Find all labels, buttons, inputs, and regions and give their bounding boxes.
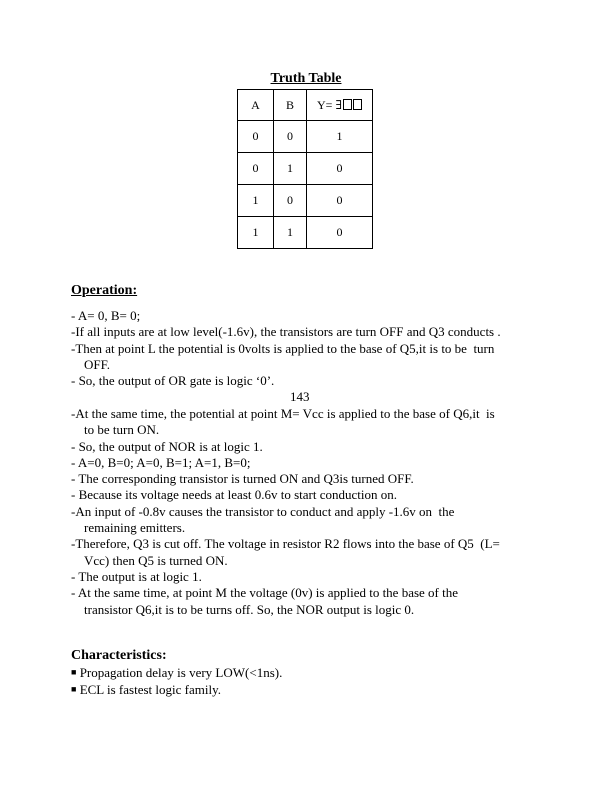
text-line: Vcc) then Q5 is turned ON.	[84, 552, 228, 568]
table-cell: 0	[274, 185, 307, 217]
missing-glyph-box-icon	[343, 99, 352, 110]
operation-heading: Operation:	[71, 283, 138, 298]
table-cell: 1	[238, 217, 274, 249]
text-line: - At the same time, at point M the voltage (0v) is applied to the base of the	[71, 585, 459, 601]
table-cell: 1	[238, 185, 274, 217]
text-line: - So, the output of NOR is at logic 1.	[71, 438, 263, 454]
bullet-square-icon: ■	[71, 667, 77, 677]
text-line: remaining emitters.	[84, 520, 186, 536]
text-line: -If all inputs are at low level(-1.6v), the transistors are turn OFF and Q3 conducts .	[71, 324, 501, 340]
text-line: -An input of -0.8v causes the transistor to conduct and apply -1.6v on the	[71, 503, 455, 519]
table-row	[238, 153, 373, 185]
list-item	[71, 664, 541, 681]
header-b: B	[274, 90, 307, 121]
table-row	[238, 121, 373, 153]
table-cell: 0	[238, 121, 274, 153]
table-cell: 0	[274, 121, 307, 153]
text-line: OFF.	[84, 356, 111, 372]
truth-table	[237, 89, 373, 249]
table-cell: 0	[307, 185, 373, 217]
text-line: -Therefore, Q3 is cut off. The voltage in resistor R2 flows into the base of Q5 (L=	[71, 536, 500, 552]
operation-text-part-2	[71, 406, 541, 618]
text-line: -At the same time, the potential at point M= Vcc is applied to the base of Q6,it is	[71, 406, 495, 421]
table-cell: 0	[238, 153, 274, 185]
text-line: - The corresponding transistor is turned ON and Q3is turned OFF.	[71, 471, 414, 487]
text-line: -Then at point L the potential is 0volts is applied to the base of Q5,it is to be turn	[71, 340, 495, 356]
text-line: to be turn ON.	[84, 422, 160, 438]
operation-text-part-1	[71, 308, 541, 389]
table-cell: 0	[307, 217, 373, 249]
table-header-row	[238, 90, 373, 121]
list-item-text: Propagation delay is very LOW(<1ns).	[79, 665, 283, 680]
table-cell: 1	[307, 121, 373, 153]
missing-glyph-box-icon	[353, 99, 362, 110]
truth-table-title: Truth Table	[270, 71, 342, 86]
table-row	[238, 185, 373, 217]
list-item	[71, 681, 541, 698]
table-row	[238, 217, 373, 249]
table-cell: 0	[307, 153, 373, 185]
characteristics-heading: Characteristics:	[71, 648, 167, 663]
text-line: - So, the output of OR gate is logic ‘0’.	[71, 373, 275, 389]
table-cell: 1	[274, 153, 307, 185]
text-line: - Because its voltage needs at least 0.6v to start conduction on.	[71, 487, 397, 503]
text-line: transistor Q6,it is to be turns off. So, the NOR output is logic 0.	[84, 601, 415, 617]
header-a: A	[238, 90, 274, 121]
text-line: - The output is at logic 1.	[71, 568, 202, 584]
header-y-label: Y= ∃	[317, 97, 342, 112]
text-line: - A=0, B=0; A=0, B=1; A=1, B=0;	[71, 454, 251, 470]
text-line: - A= 0, B= 0;	[71, 308, 141, 323]
table-cell: 1	[274, 217, 307, 249]
header-y	[307, 90, 373, 121]
characteristics-list	[71, 664, 541, 699]
bullet-square-icon: ■	[71, 684, 77, 695]
list-item-text: ECL is fastest logic family.	[79, 682, 221, 698]
page-number: 143	[290, 389, 310, 404]
